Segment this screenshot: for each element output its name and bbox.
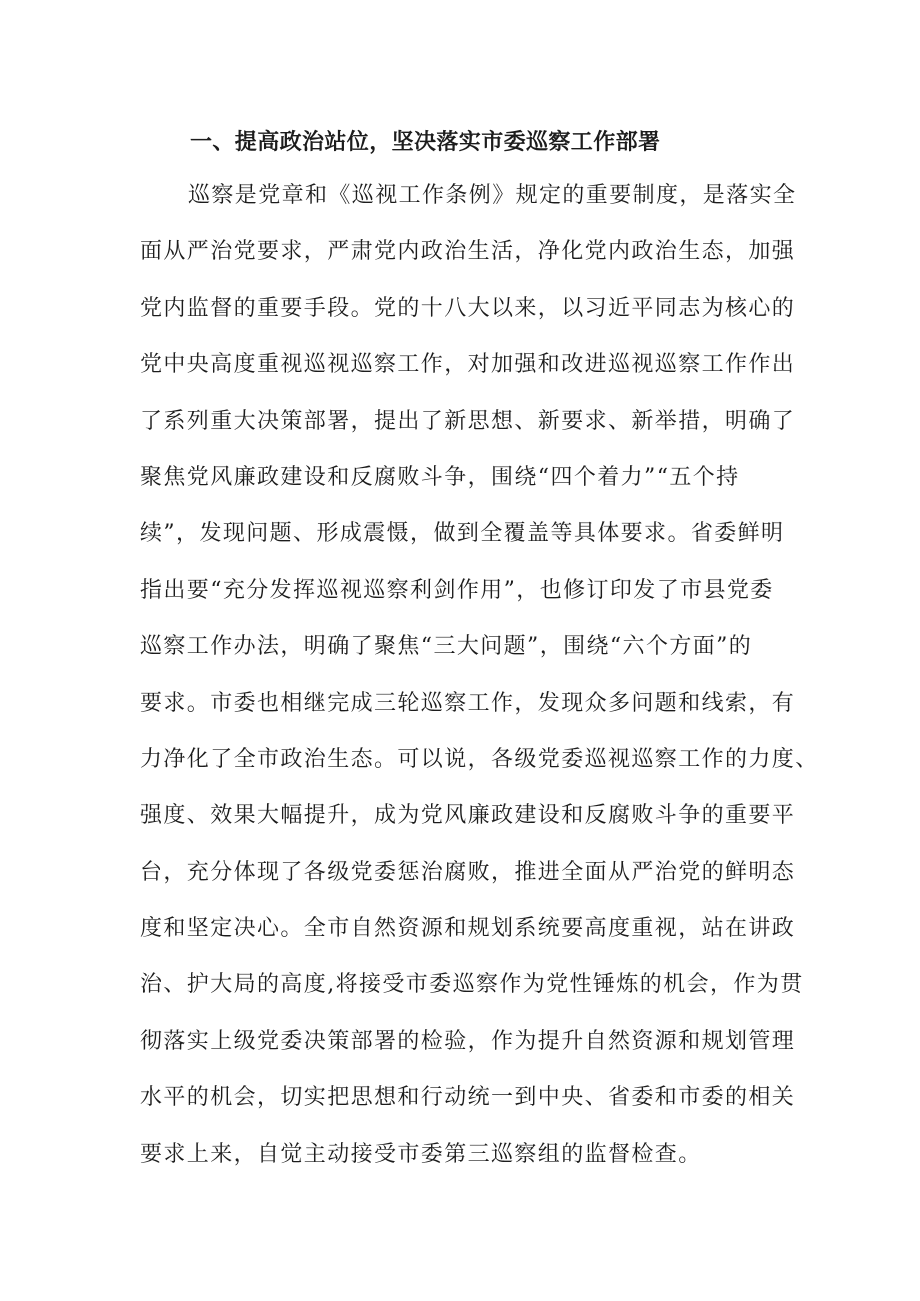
paragraph-line: 要求。市委也相继完成三轮巡察工作，发现众多问题和线索，有 [140, 690, 796, 716]
paragraph-line: 面从严治党要求，严肃党内政治生活，净化党内政治生态，加强 [140, 239, 796, 265]
paragraph-line: 要求上来，自觉主动接受市委第三巡察组的监督检查。 [140, 1141, 702, 1167]
paragraph-line: 台，充分体现了各级党委惩治腐败，推进全面从严治党的鲜明态 [140, 859, 796, 885]
paragraph-line: 治、护大局的高度,将接受市委巡察作为党性锤炼的机会，作为贯 [140, 972, 804, 998]
paragraph-line: 了系列重大决策部署，提出了新思想、新要求、新举措，明确了 [140, 408, 796, 434]
paragraph-line: 彻落实上级党委决策部署的检验，作为提升自然资源和规划管理 [140, 1028, 796, 1054]
paragraph-line: 强度、效果大幅提升，成为党风廉政建设和反腐败斗争的重要平 [140, 803, 796, 829]
paragraph-line: 党中央高度重视巡视巡察工作，对加强和改进巡视巡察工作作出 [140, 352, 796, 378]
paragraph-line: 巡察工作办法，明确了聚焦“三大问题”，围绕“六个方面”的 [140, 634, 753, 660]
paragraph-line: 党内监督的重要手段。党的十八大以来，以习近平同志为核心的 [140, 295, 796, 321]
body-paragraph [140, 168, 819, 1183]
paragraph-line: 聚焦党风廉政建设和反腐败斗争，围绕“四个着力”“五个持 [140, 464, 740, 490]
paragraph-line: 力净化了全市政治生态。可以说，各级党委巡视巡察工作的力度、 [140, 746, 819, 772]
paragraph-line: 度和坚定决心。全市自然资源和规划系统要高度重视，站在讲政 [140, 916, 796, 942]
paragraph-line: 续”，发现问题、形成震慑，做到全覆盖等具体要求。省委鲜明 [140, 521, 785, 547]
section-heading: 一、提高政治站位，坚决落实市委巡察工作部署 [190, 129, 661, 155]
paragraph-line: 水平的机会，切实把思想和行动统一到中央、省委和市委的相关 [140, 1085, 796, 1111]
paragraph-line: 指出要“充分发挥巡视巡察利剑作用”，也修订印发了市县党委 [140, 577, 774, 603]
paragraph-line: 巡察是党章和《巡视工作条例》规定的重要制度，是落实全 [188, 183, 797, 208]
